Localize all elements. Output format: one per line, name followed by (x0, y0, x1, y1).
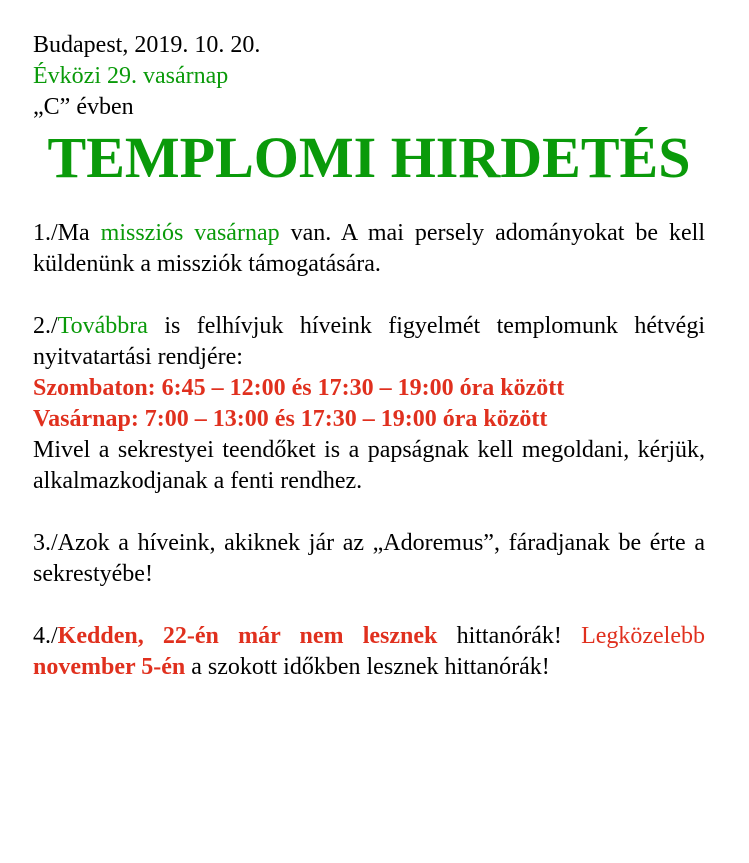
item-text: van. A mai persely adományokat be kell küldenünk a missziók támogatására. (33, 220, 706, 277)
item-number: 3./ (33, 530, 58, 556)
announcement-item-2 (33, 311, 705, 497)
no-class-notice: Kedden, 22-én már nem lesznek (57, 623, 438, 649)
item-text: a szokott időkben lesznek hittanórák! (185, 654, 550, 680)
item-text: Ma (57, 220, 101, 246)
page-title: TEMPLOMI HIRDETÉS (47, 125, 691, 190)
announcement-item-3 (33, 528, 705, 590)
liturgical-sunday: Évközi 29. vasárnap (33, 63, 229, 89)
item-text: Mivel a sekrestyei teendőket is a papságnak kell megoldani, kérjük, alkalmazkodjanak a fenti rendhez. (33, 437, 705, 494)
sunday-hours: Vasárnap: 7:00 – 13:00 és 17:30 – 19:00 óra között (33, 406, 548, 432)
item-intro (33, 311, 705, 373)
next-date: november 5-én (33, 654, 186, 680)
announcement-item-4 (33, 621, 705, 683)
item-text: Azok a híveink, akiknek jár az „Adoremus”, fáradjanak be érte a sekrestyébe! (33, 530, 705, 587)
item-number: 2./ (33, 313, 58, 339)
announcement-page (33, 30, 705, 683)
item-text: is felhívjuk híveink figyelmét templomunk hétvégi nyitvatartási rendjére: (33, 313, 705, 370)
mission-sunday-highlight: missziós vasárnap (100, 220, 280, 246)
item-text: hittanórák! (437, 623, 582, 649)
item-number: 4./ (33, 623, 58, 649)
saturday-hours: Szombaton: 6:45 – 12:00 és 17:30 – 19:00 óra között (33, 375, 565, 401)
announcement-item-1 (33, 218, 705, 280)
date-line: Budapest, 2019. 10. 20. (33, 32, 261, 58)
item-number: 1./ (33, 220, 58, 246)
furthermore-highlight: Továbbra (57, 313, 148, 339)
next-label: Legközelebb (581, 623, 705, 649)
liturgical-year: „C” évben (33, 94, 134, 120)
